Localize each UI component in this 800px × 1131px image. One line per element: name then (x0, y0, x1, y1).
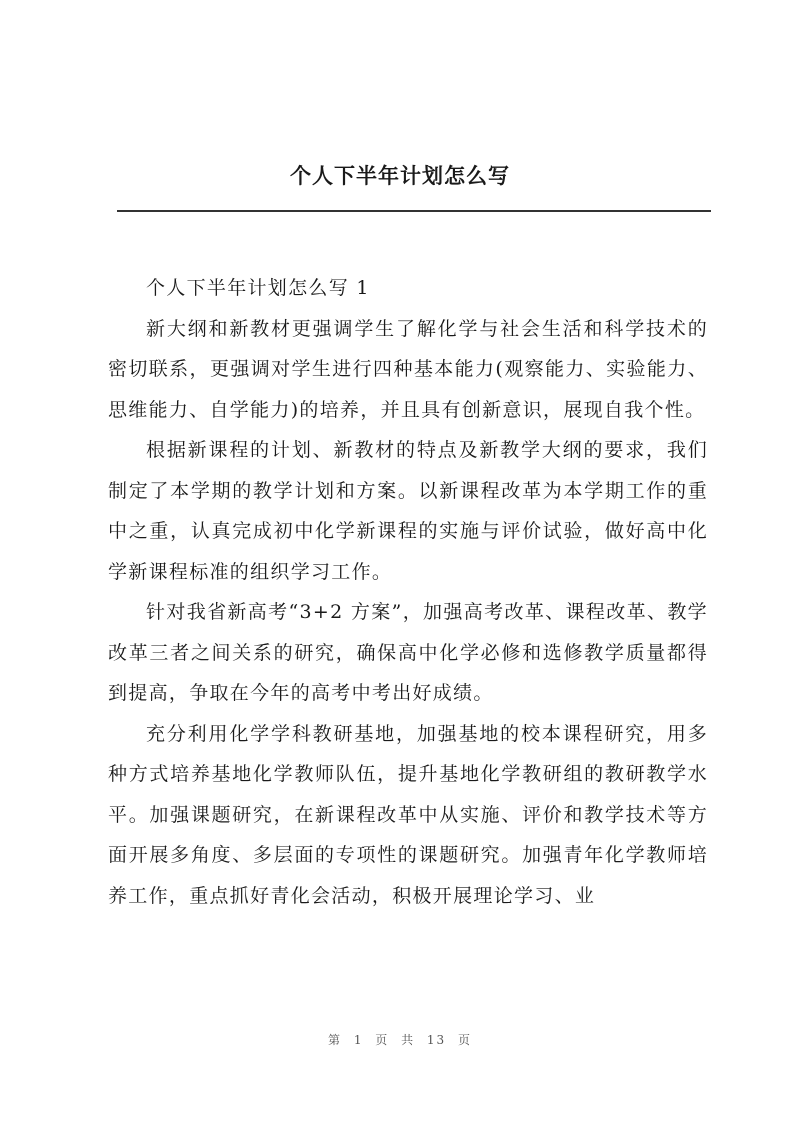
paragraph: 针对我省新高考“3+2 方案”，加强高考改革、课程改革、教学改革三者之间关系的研究，确保高中化学必修和选修教学质量都得到提高，争取在今年的高考中考出好成绩。 (108, 601, 708, 704)
document-body (108, 268, 708, 916)
page-footer: 第 1 页 共 13 页 (328, 1033, 472, 1047)
paragraph: 新大纲和新教材更强调学生了解化学与社会生活和科学技术的密切联系，更强调对学生进行四种基本能力(观察能力、实验能力、思维能力、自学能力)的培养，并且具有创新意识，展现自我个性。 (108, 317, 708, 421)
paragraph: 根据新课程的计划、新教材的特点及新教学大纲的要求，我们制定了本学期的教学计划和方案。以新课程改革为本学期工作的重中之重，认真完成初中化学新课程的实施与评价试验，做好高中化学新课程标准的组织学习工作。 (108, 439, 708, 583)
page-title: 个人下半年计划怎么写 (290, 163, 510, 188)
title-divider (117, 210, 711, 212)
section-heading: 个人下半年计划怎么写 1 (146, 277, 370, 299)
paragraph: 充分利用化学学科教研基地，加强基地的校本课程研究，用多种方式培养基地化学教师队伍，提升基地化学教研组的教研教学水平。加强课题研究，在新课程改革中从实施、评价和教学技术等方面开展多角度、多层面的专项性的课题研究。加强青年化学教师培养工作，重点抓好青化会活动，积极开展理论学习、业 (108, 722, 708, 907)
